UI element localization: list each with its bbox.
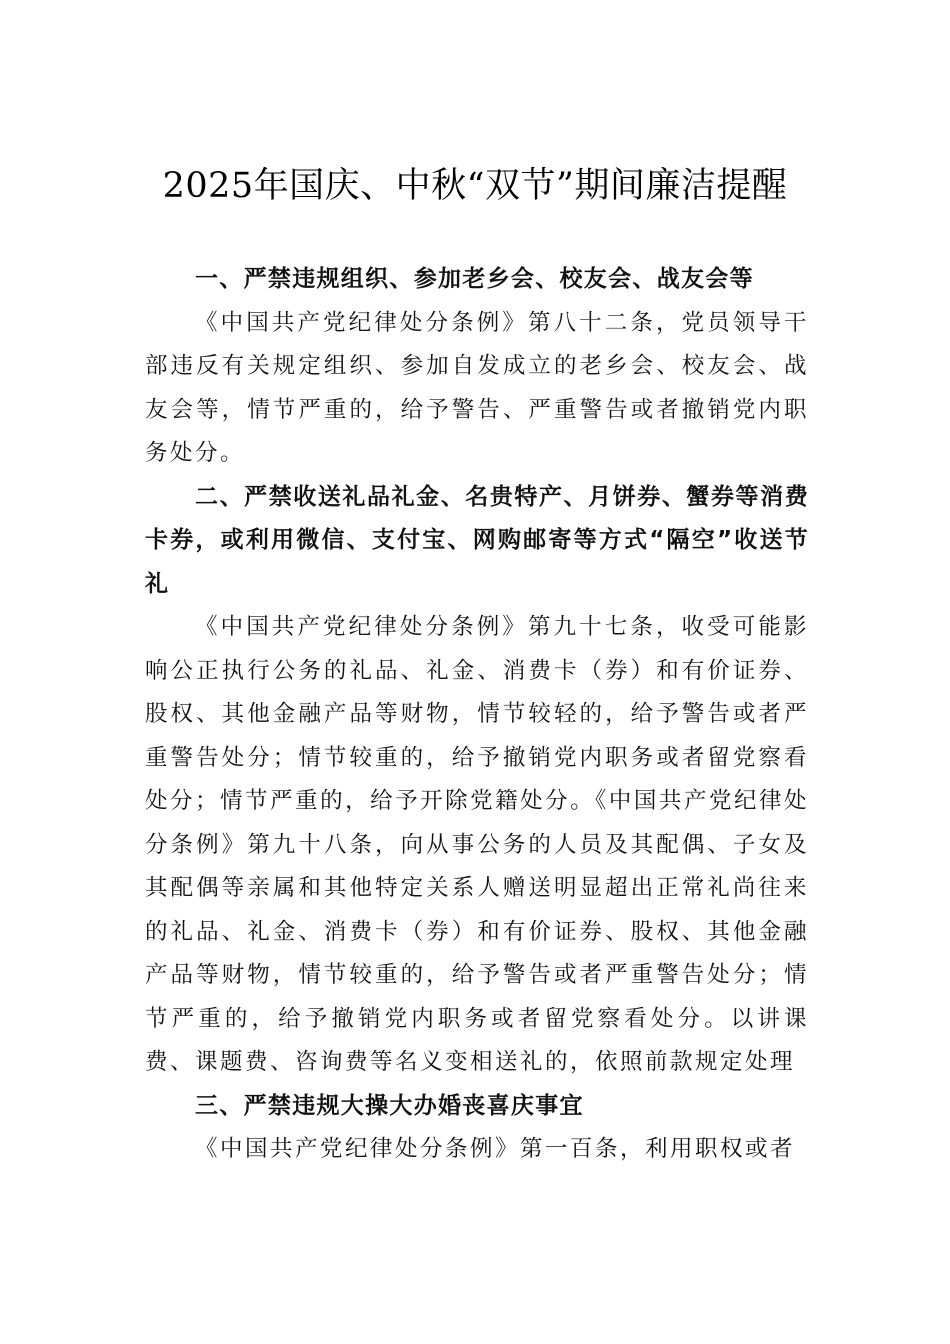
document-title: 2025年国庆、中秋“双节”期间廉洁提醒	[162, 166, 788, 206]
section-heading-2: 二、严禁收送礼品礼金、名贵特产、月饼券、蟹券等消费卡券，或利用微信、支付宝、网购邮寄等方式“隔空”收送节礼	[145, 483, 809, 597]
section-heading-1: 一、严禁违规组织、参加老乡会、校友会、战友会等	[195, 266, 754, 292]
section-paragraph-1: 《中国共产党纪律处分条例》第八十二条，党员领导干部违反有关规定组织、参加自发成立的老乡会、校友会、战友会等，情节严重的，给予警告、严重警告或者撤销党内职务处分。	[145, 309, 809, 466]
section-heading-3: 三、严禁违规大操大办婚丧喜庆事宜	[195, 1092, 584, 1119]
section-paragraph-3: 《中国共产党纪律处分条例》第一百条，利用职权或者	[195, 1136, 796, 1162]
document-body	[145, 258, 809, 1172]
section-paragraph-2: 《中国共产党纪律处分条例》第九十七条，收受可能影响公正执行公务的礼品、礼金、消费卡（券）和有价证券、股权、其他金融产品等财物，情节较轻的，给予警告或者严重警告处分；情节较重的，给予撤销党内职务或者留党察看处分；情节严重的，给予开除党籍处分。《中国共产党纪律处分条例》第九十八条，向从事公务的人员及其配偶、子女及其配偶等亲属和其他特定关系人赠送明显超出正常礼尚往来的礼品、礼金、消费卡（券）和有价证券、股权、其他金融产品等财物，情节较重的，给予警告或者严重警告处分；情节严重的，给予撤销党内职务或者留党察看处分。以讲课费、课题费、咨询费等名义变相送礼的，依照前款规定处理	[145, 614, 809, 1075]
